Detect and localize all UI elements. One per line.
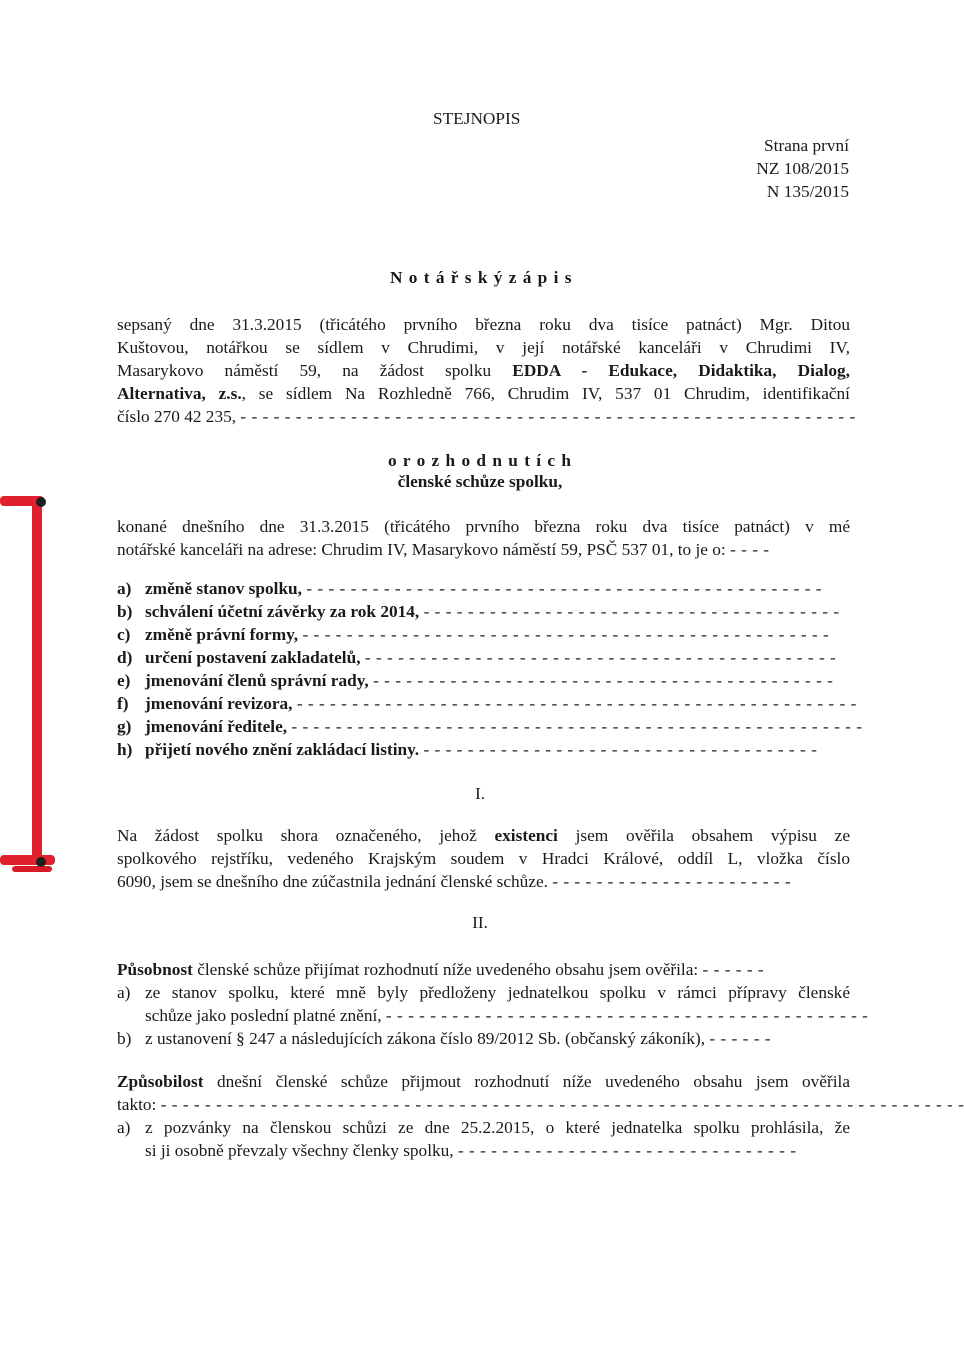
scope-item-a-line-2: schůze jako poslední platné znění, - - - - - - - - - - - - - - - - - - - - - - - - - - - - - - - - - - - - - - - - - - - - [145, 1006, 869, 1025]
agenda-item: změně právní formy, - - - - - - - - - - - - - - - - - - - - - - - - - - - - - - - - - - - - - - - - - - - - - - - - [145, 625, 830, 644]
agenda-item: jmenování revizora, - - - - - - - - - - - - - - - - - - - - - - - - - - - - - - - - - - - - - - - - - - - - - - - - - - - [145, 694, 857, 713]
intro-line-3: Masarykovo náměstí 59, na žádost spolku EDDA - Edukace, Didaktika, Dialog, [117, 361, 850, 380]
agenda-letter: d) [117, 648, 133, 667]
capacity-line-2: takto: - - - - - - - - - - - - - - - - - - - - - - - - - - - - - - - - - - - - - - - - - - - - - - - - - - - - - - - - - - - - - - - - - - - - - - - - - [117, 1095, 964, 1114]
binding-cord-tail [12, 866, 52, 872]
section-1-heading: I. [474, 784, 486, 803]
list-letter: a) [117, 983, 131, 1002]
page-number-label: Strana první [764, 136, 849, 155]
agenda-letter: g) [117, 717, 132, 736]
binding-hole-upper [36, 497, 46, 507]
agenda-item: přijetí nového znění zakládací listiny. - - - - - - - - - - - - - - - - - - - - - - - - - - - - - - - - - - - - [145, 740, 818, 759]
intro-line-2: Kuštovou, notářkou se sídlem v Chrudimi, v její notářské kanceláři v Chrudimi IV, [117, 338, 850, 357]
binding-cord-lower [0, 855, 55, 865]
agenda-letter: a) [117, 579, 132, 598]
meeting-line-1: konané dnešního dne 31.3.2015 (třicátého prvního března roku dva tisíce patnáct) v mé [117, 517, 850, 536]
capacity-item-a-line-2: si ji osobně převzaly všechny členky spolku, - - - - - - - - - - - - - - - - - - - - - - - - - - - - - - - [145, 1141, 797, 1160]
agenda-letter: f) [117, 694, 129, 713]
agenda-item: jmenování členů správní rady, - - - - - - - - - - - - - - - - - - - - - - - - - - - - - - - - - - - - - - - - - - [145, 671, 834, 690]
binding-cord-vertical [32, 500, 42, 860]
agenda-item: změně stanov spolku, - - - - - - - - - - - - - - - - - - - - - - - - - - - - - - - - - - - - - - - - - - - - - - - [145, 579, 823, 598]
section-2-scope-line: Působnost členské schůze přijímat rozhodnutí níže uvedeného obsahu jsem ověřila: - - - - - - [117, 960, 765, 979]
agenda-letter: h) [117, 740, 133, 759]
agenda-item: jmenování ředitele, - - - - - - - - - - - - - - - - - - - - - - - - - - - - - - - - - - - - - - - - - - - - - - - - - - - - [145, 717, 863, 736]
decisions-heading: o r o z h o d n u t í c h [387, 451, 573, 470]
list-letter: b) [117, 1029, 132, 1048]
agenda-item: schválení účetní závěrky za rok 2014, - - - - - - - - - - - - - - - - - - - - - - - - - - - - - - - - - - - - - - [145, 602, 840, 621]
section-1-line-1: Na žádost spolku shora označeného, jehož existenci jsem ověřila obsahem výpisu ze [117, 826, 850, 845]
section-1-line-3: 6090, jsem se dnešního dne zúčastnila jednání členské schůze. - - - - - - - - - - - - - - - - - - - - - - [117, 872, 792, 891]
n-number: N 135/2015 [766, 182, 849, 201]
scope-item-a-line-1: ze stanov spolku, které mně byly předloženy jednatelkou spolku v rámci přípravy členské [145, 983, 850, 1002]
agenda-letter: c) [117, 625, 131, 644]
scope-item-b-line-1: z ustanovení § 247 a následujících zákona číslo 89/2012 Sb. (občanský zákoník), - - - - - - [145, 1029, 772, 1048]
intro-line-4: Alternativa, z.s., se sídlem Na Rozhledně 766, Chrudim IV, 537 01 Chrudim, identifikační [117, 384, 850, 403]
meeting-line-2: notářské kanceláři na adrese: Chrudim IV, Masarykovo náměstí 59, PSČ 537 01, to je o: - - - - [117, 540, 770, 559]
intro-line-1: sepsaný dne 31.3.2015 (třicátého prvního března roku dva tisíce patnáct) Mgr. Ditou [117, 315, 850, 334]
agenda-item: určení postavení zakladatelů, - - - - - - - - - - - - - - - - - - - - - - - - - - - - - - - - - - - - - - - - - - - [145, 648, 837, 667]
capacity-line-1: Způsobilost dnešní členské schůze přijmout rozhodnutí níže uvedeného obsahu jsem ověřila [117, 1072, 850, 1091]
stejnopis-label: STEJNOPIS [433, 109, 521, 128]
list-letter: a) [117, 1118, 131, 1137]
nz-number: NZ 108/2015 [756, 159, 849, 178]
agenda-letter: b) [117, 602, 133, 621]
document-title: N o t á ř s k ý z á p i s [390, 268, 573, 287]
intro-line-5: číslo 270 42 235, - - - - - - - - - - - - - - - - - - - - - - - - - - - - - - - - - - - - - - - - - - - - - - - - - - - - - - - - [117, 407, 856, 426]
agenda-letter: e) [117, 671, 131, 690]
decisions-subheading: členské schůze spolku, [397, 472, 563, 491]
section-2-heading: II. [472, 913, 488, 932]
section-1-line-2: spolkového rejstříku, vedeného Krajským soudem v Hradci Králové, oddíl L, vložka číslo [117, 849, 850, 868]
capacity-item-a-line-1: z pozvánky na členskou schůzi ze dne 25.2.2015, o které jednatelka spolku prohlásila, že [145, 1118, 850, 1137]
binding-hole-lower [36, 857, 46, 867]
